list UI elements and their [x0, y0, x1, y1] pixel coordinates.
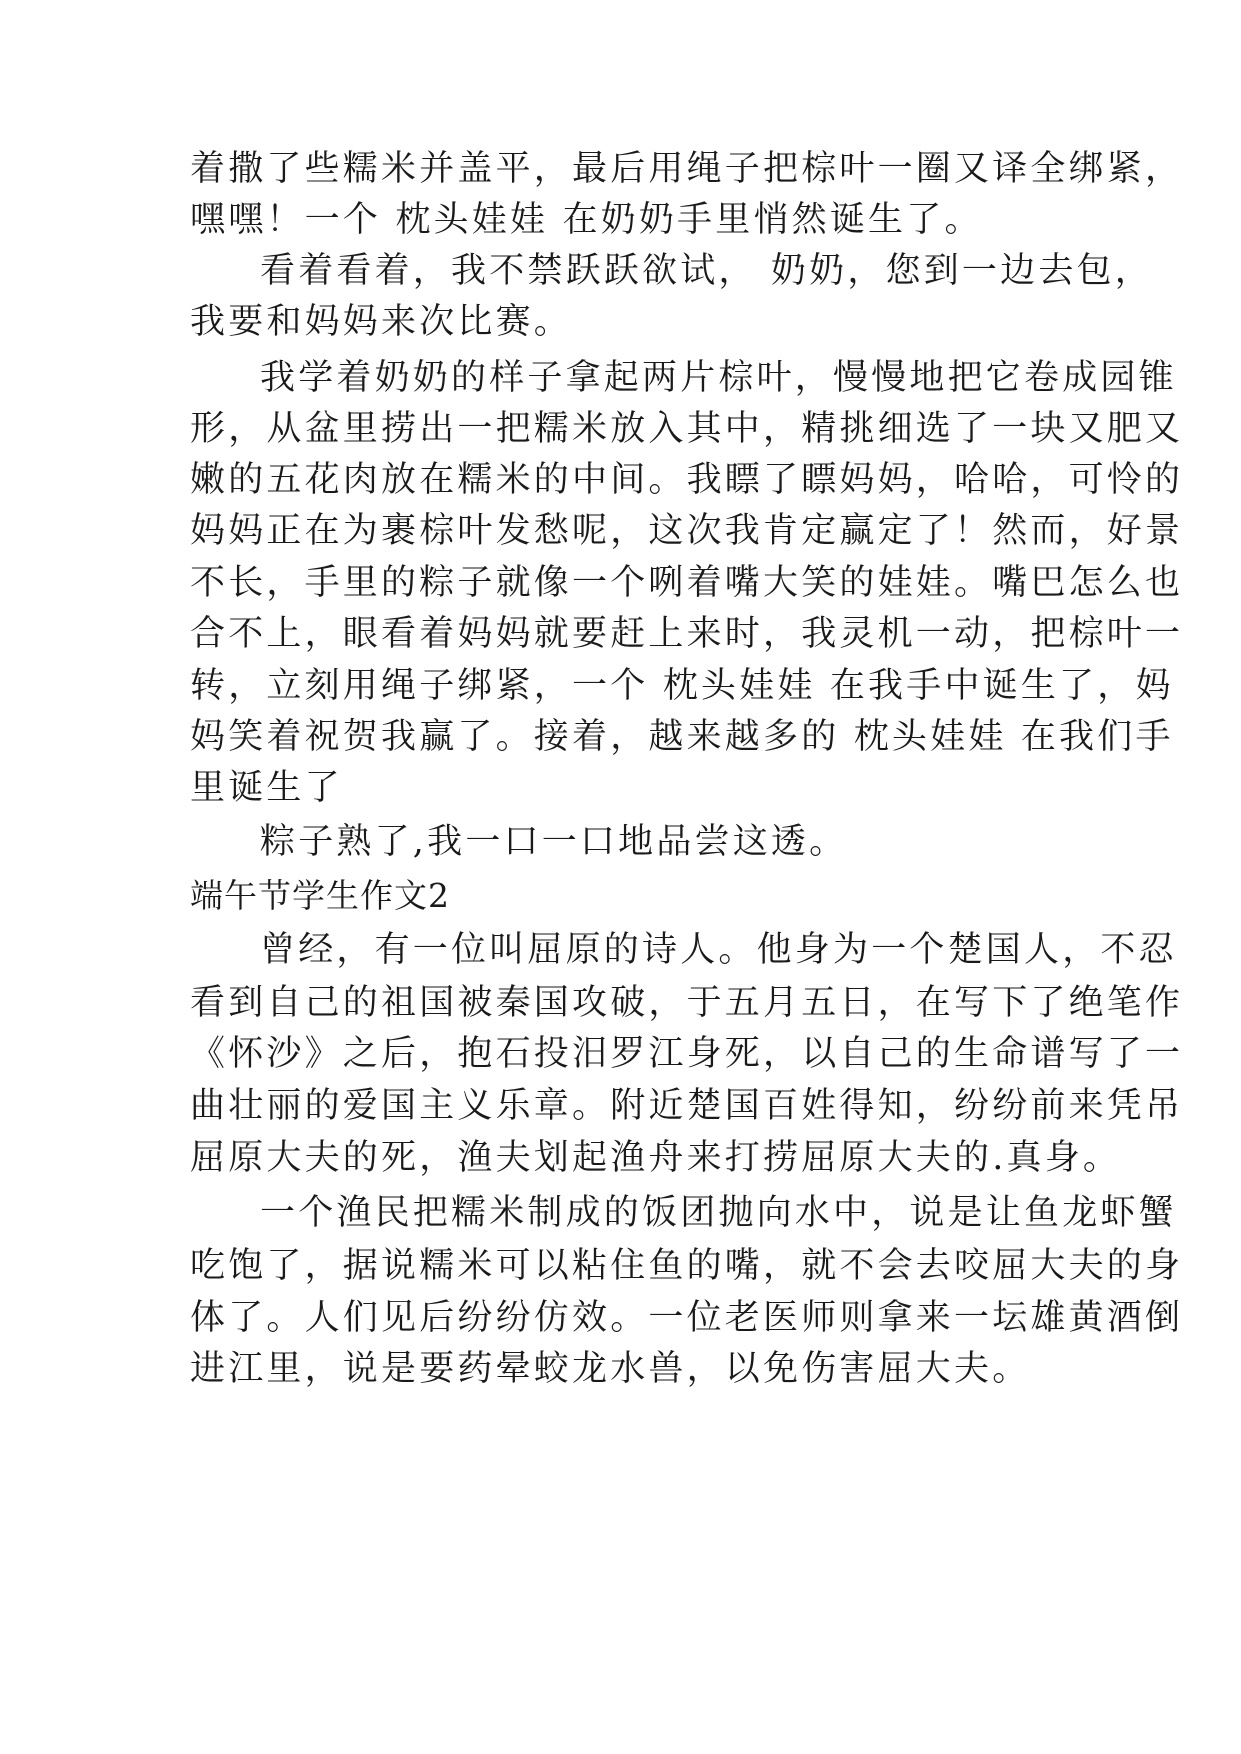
paragraph-first-line: 曾经，有一位叫屈原的诗人。他身为一个楚国人，不忍: [260, 930, 1177, 970]
text-line: 形，从盆里捞出一把糯米放入其中，精挑细选了一块又肥又: [190, 409, 1184, 449]
text-line: 嫩的五花肉放在糯米的中间。我瞟了瞟妈妈，哈哈，可怜的: [190, 460, 1184, 500]
text-line: 妈妈正在为裹棕叶发愁呢，这次我肯定赢定了！然而，好景: [190, 511, 1184, 551]
paragraph-first-line: 一个渔民把糯米制成的饭团抛向水中，说是让鱼龙虾蟹: [260, 1193, 1177, 1233]
text-line: 合不上，眼看着妈妈就要赶上来时，我灵机一动，把棕叶一: [190, 614, 1184, 654]
paragraph-first-line: 看着看着，我不禁跃跃欲试， 奶奶，您到一边去包，: [260, 251, 1153, 291]
paragraph-first-line: 粽子熟了,我一口一口地品尝这透。: [260, 822, 848, 862]
text-line: 曲壮丽的爱国主义乐章。附近楚国百姓得知，纷纷前来凭吊: [190, 1086, 1184, 1126]
text-line: 嘿嘿！一个 枕头娃娃 在奶奶手里悄然诞生了。: [190, 200, 983, 240]
text-line: 看到自己的祖国被秦国攻破，于五月五日，在写下了绝笔作: [190, 983, 1184, 1023]
paragraph-first-line: 我学着奶奶的样子拿起两片棕叶，慢慢地把它卷成园锥: [260, 358, 1177, 398]
text-line: 不长，手里的粽子就像一个咧着嘴大笑的娃娃。嘴巴怎么也: [190, 563, 1184, 603]
text-line: 里诞生了: [190, 768, 343, 808]
text-line: 我要和妈妈来次比赛。: [190, 302, 573, 342]
text-line: 妈笑着祝贺我赢了。接着，越来越多的 枕头娃娃 在我们手: [190, 717, 1174, 757]
text-line: 转，立刻用绳子绑紧，一个 枕头娃娃 在我手中诞生了，妈: [190, 666, 1174, 706]
text-line: 吃饱了，据说糯米可以粘住鱼的嘴，就不会去咬屈大夫的身: [190, 1246, 1184, 1286]
text-line: 体了。人们见后纷纷仿效。一位老医师则拿来一坛雄黄酒倒: [190, 1298, 1184, 1338]
text-line: 《怀沙》之后，抱石投汨罗江身死，以自己的生命谱写了一: [190, 1034, 1184, 1074]
text-line: 屈原大夫的死，渔夫划起渔舟来打捞屈原大夫的.真身。: [190, 1138, 1122, 1178]
text-line: 进江里，说是要药晕蛟龙水兽，以免伤害屈大夫。: [190, 1349, 1031, 1389]
text-line: 着撒了些糯米并盖平，最后用绳子把棕叶一圈又译全绑紧，: [190, 149, 1184, 189]
section-heading: 端午节学生作文2: [190, 876, 450, 915]
